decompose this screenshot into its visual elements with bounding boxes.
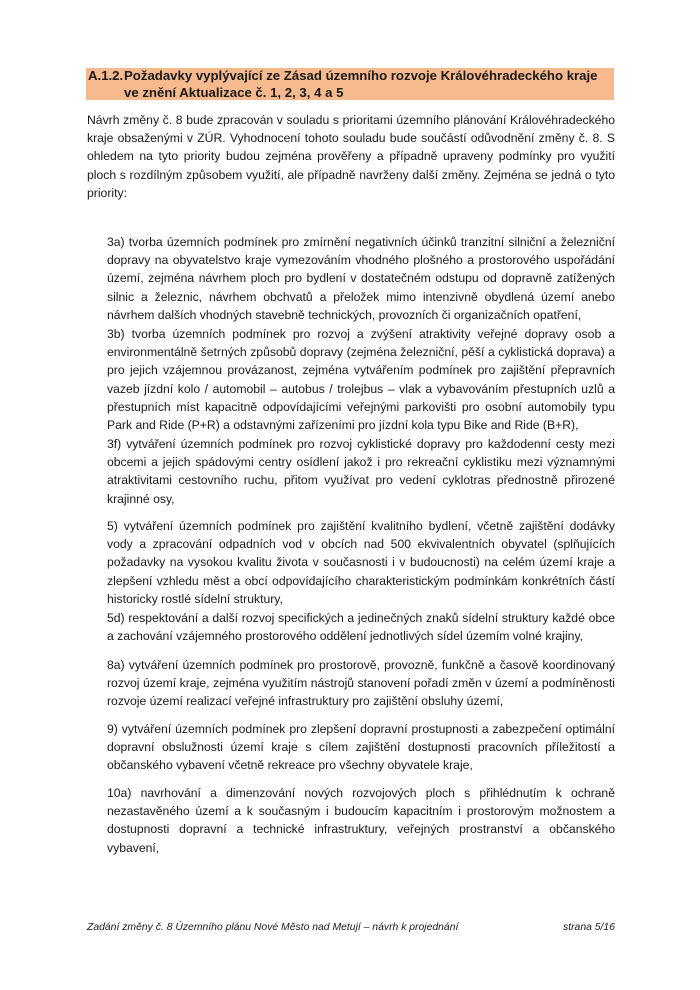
priority-item-3b: 3b) tvorba územních podmínek pro rozvoj a zvýšení atraktivity veřejné dopravy osob a environmentálně šetrných způsobů dopravy (zejména železniční, pěší a cyklistická doprava) a pro jejich vzájemnou provázanost, zejména vytvářením podmínek pro zajištění přepravních vazeb jízdní kolo / automobil – autobus / trolejbus – vlak a vybavováním přestupních uzlů a přestupních míst kapacitně odpovídajícími veřejnými parkovišti pro osobní automobily typu Park and Ride (P+R) a odstavnými zařízeními pro jízdní kola typu Bike and Ride (B+R), (107, 327, 615, 433)
priority-item-5: 5) vytváření územních podmínek pro zajištění kvalitního bydlení, včetně zajištění dodávky vody a zpracování odpadních vod v obcích nad 500 ekvivalentních obyvatel (splňujících požadavky na vysokou kvalitu života v současnosti i v budoucnosti) na celém území kraje a zlepšení vzhledu měst a obcí odpovídajícího charakteristickým podmínkám konkrétních částí historicky rostlé sídelní struktury, (107, 519, 615, 606)
priority-item-3a: 3a) tvorba územních podmínek pro zmírnění negativních účinků tranzitní silniční a železniční dopravy na obyvatelstvo kraje vymezováním vhodného plošného a prostorového uspořádání území, zejména návrhem ploch pro bydlení v dostatečném odstupu od dopravně zatížených silnic a železnic, návrhem obchvatů a přeložek mimo intenzivně obydlená území anebo návrhem dalších vhodných stavebně technických, provozních či organizačních opatření, (107, 235, 615, 322)
priority-item-10a: 10a) navrhování a dimenzování nových rozvojových ploch s přihlédnutím k ochraně nezastavěného území a k současným i budoucím kapacitním i prostorovým možnostem a dostupnosti dopravní a technické infrastruktury, veřejných prostranství a občanského vybavení, (107, 786, 615, 855)
section-heading (88, 68, 628, 101)
priority-item-3f: 3f) vytváření územních podmínek pro rozvoj cyklistické dopravy pro každodenní cesty mezi obcemi a jejich spádovými centry osídlení jakož i pro rekreační cyklistiku mezi významnými atraktivitami cestovního ruchu, přitom využívat pro vedení cyklotras přednostně přirozené krajinné osy, (107, 437, 615, 506)
section-number: A.1.2. (88, 68, 124, 83)
intro-paragraph: Návrh změny č. 8 bude zpracován v souladu s prioritami územního plánování Královéhradeckého kraje obsaženými v ZÚR. Vyhodnocení tohoto souladu bude součástí odůvodnění změny č. 8. S ohledem na tyto priority budou zejména prověřeny a případně upraveny podmínky pro využití ploch s rozdílným způsobem využití, ale případně navrženy další změny. Zejména se jedná o tyto priority: (87, 113, 615, 200)
footer-document-title: Zadání změny č. 8 Územního plánu Nové Město nad Metují – návrh k projednání (87, 922, 459, 933)
section-title-line2: ve znění Aktualizace č. 1, 2, 3, 4 a 5 (124, 84, 344, 100)
priority-item-9: 9) vytváření územních podmínek pro zlepšení dopravní prostupnosti a zabezpečení optimální dopravní obslužnosti území kraje s cílem zajištění dostupnosti pracovních příležitostí a občanského vybavení včetně rekreace pro všechny obyvatele kraje, (107, 722, 615, 773)
footer-page-number: strana 5/16 (563, 922, 615, 933)
priority-item-8a: 8a) vytváření územních podmínek pro prostorově, provozně, funkčně a časově koordinovaný rozvoj území kraje, zejména využitím nástrojů stanovení pořadí změn v území a podmíněnosti rozvoje území realizací veřejné infrastruktury pro zajištění obsluhy území, (107, 658, 615, 709)
section-title-line1: Požadavky vyplývající ze Zásad územního rozvoje Královéhradeckého kraje (124, 68, 598, 83)
priority-item-5d: 5d) respektování a další rozvoj specifických a jedinečných znaků sídelní struktury každé obce a zachování vzájemného prostorového oddělení jednotlivých sídel územím volné krajiny, (107, 611, 615, 644)
